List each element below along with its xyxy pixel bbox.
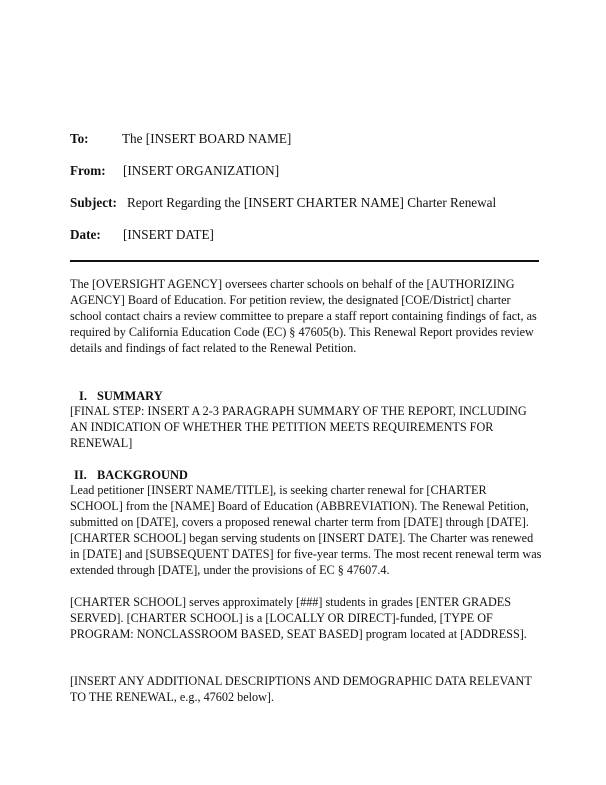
memo-date-row xyxy=(70,227,214,243)
memo-subject-value: Report Regarding the [INSERT CHARTER NAME] Charter Renewal xyxy=(127,195,497,210)
intro-paragraph: The [OVERSIGHT AGENCY] oversees charter schools on behalf of the [AUTHORIZING AGENCY] Board of Education. For petition review, the designated [COE/District] charter school contact chairs a review committee to prepare a staff report containing findings of fact, as required by California Education Code (EC) § 47605(b). This Renewal Report provides review details and findings of fact related to the Renewal Petition. xyxy=(70,277,537,355)
additional-info-paragraph: [INSERT ANY ADDITIONAL DESCRIPTIONS AND DEMOGRAPHIC DATA RELEVANT TO THE RENEWAL, e.g., 47602 below]. xyxy=(70,674,532,704)
memo-from-label: From: xyxy=(70,163,106,178)
memo-date-label: Date: xyxy=(70,227,101,242)
memo-to-value: The [INSERT BOARD NAME] xyxy=(122,131,292,146)
background-paragraph: Lead petitioner [INSERT NAME/TITLE], is seeking charter renewal for [CHARTER SCHOOL] from the [NAME] Board of Education (ABBREVIATION). The Renewal Petition, submitted on [DATE], covers a proposed renewal charter term from [DATE] through [DATE]. [CHARTER SCHOOL] began serving students on [INSERT DATE]. The Charter was renewed in [DATE] and [SUBSEQUENT DATES] for five-year terms. The most recent renewal term was extended through [DATE], under the provisions of EC § 47607.4. xyxy=(70,483,542,577)
memo-date-value: [INSERT DATE] xyxy=(123,227,214,242)
memo-from-value: [INSERT ORGANIZATION] xyxy=(123,163,280,178)
school-info-paragraph: [CHARTER SCHOOL] serves approximately [###] students in grades [ENTER GRADES SERVED]. [CHARTER SCHOOL] is a [LOCALLY OR DIRECT]-funded, [TYPE OF PROGRAM: NONCLASSROOM BASED, SEAT BASED] program located at [ADDRESS]. xyxy=(70,595,527,641)
summary-paragraph: [FINAL STEP: INSERT A 2-3 PARAGRAPH SUMMARY OF THE REPORT, INCLUDING AN INDICATION OF WHETHER THE PETITION MEETS REQUIREMENTS FOR RENEWAL] xyxy=(70,404,527,450)
memo-subject-label: Subject: xyxy=(70,195,117,210)
header-divider xyxy=(70,260,539,262)
memo-subject-row xyxy=(70,195,496,211)
background-heading-title: BACKGROUND xyxy=(97,468,188,482)
background-heading-number: II. xyxy=(74,468,87,482)
memo-to-label: To: xyxy=(70,131,89,146)
summary-heading-title: SUMMARY xyxy=(97,389,163,403)
memo-from-row xyxy=(70,163,279,179)
background-heading xyxy=(74,467,188,483)
summary-heading-number: I. xyxy=(79,389,87,403)
memo-to-row xyxy=(70,131,291,147)
summary-heading xyxy=(79,388,163,404)
